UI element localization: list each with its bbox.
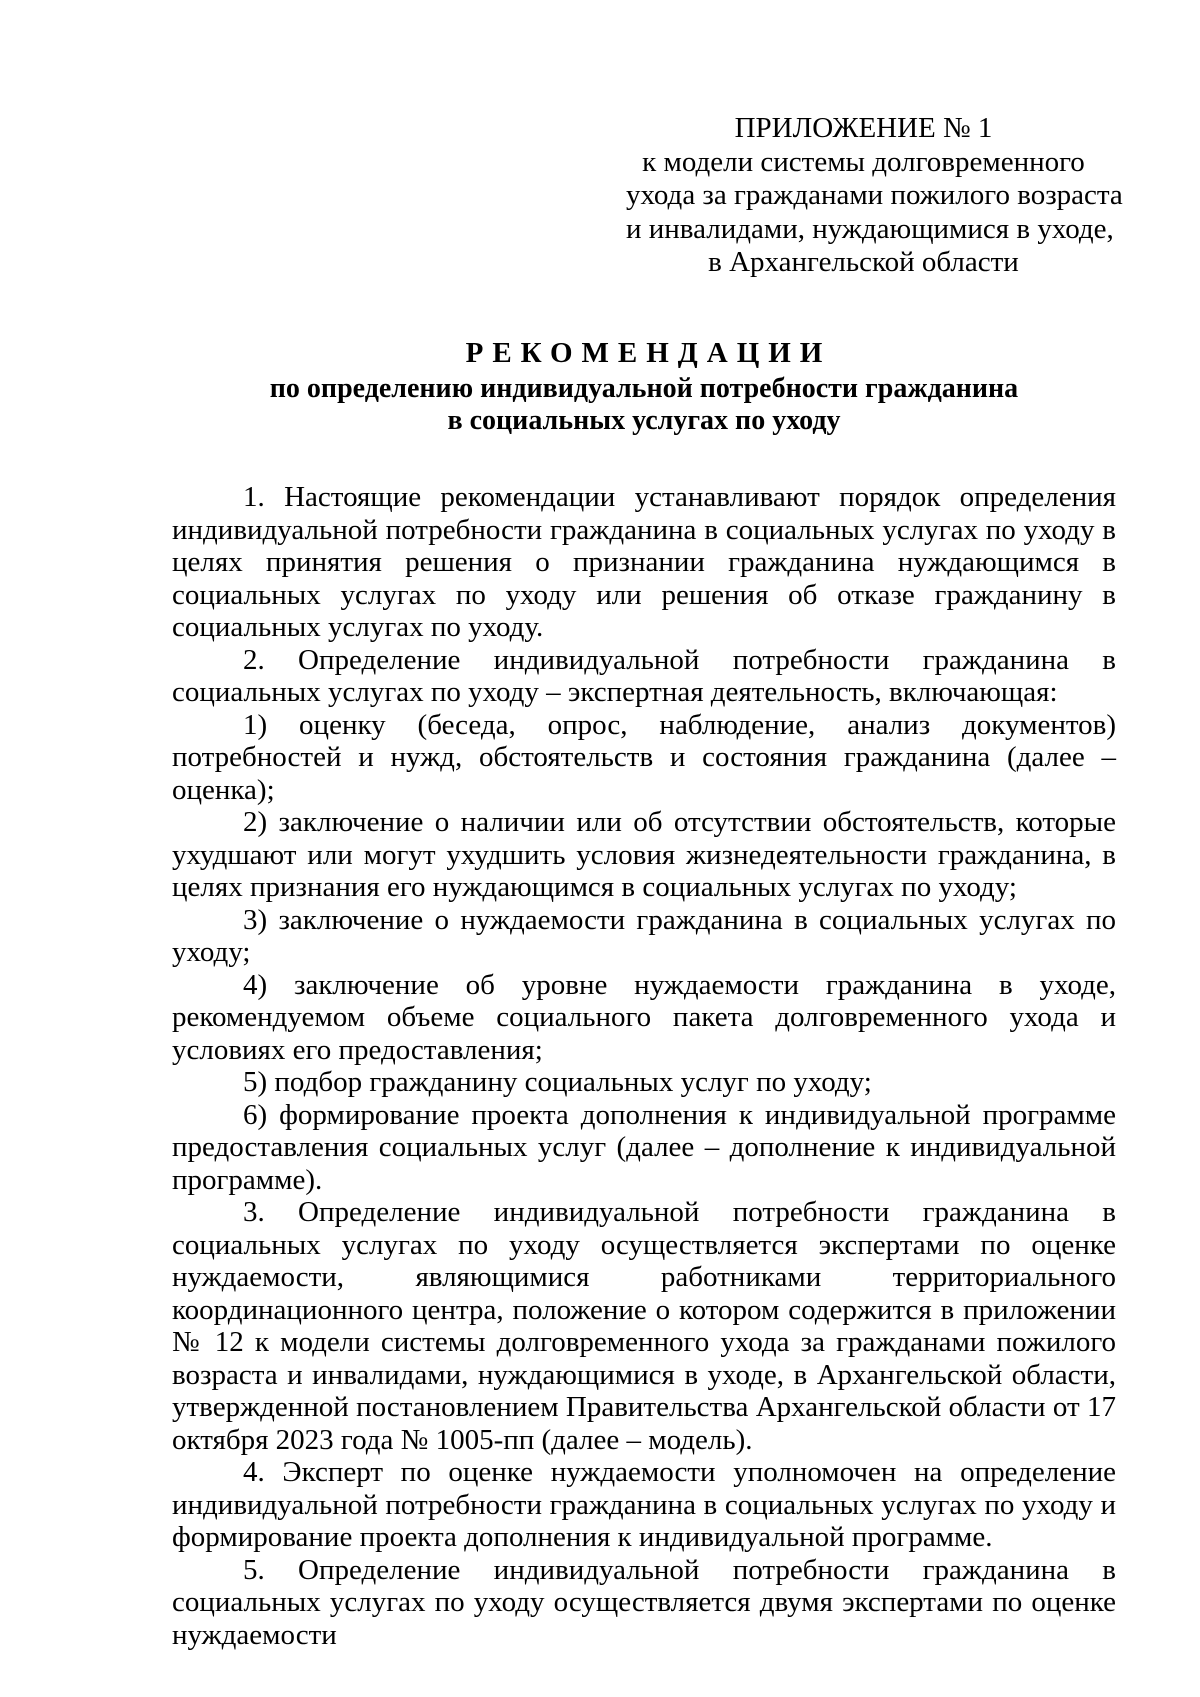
annex-line-1: к модели системы долговременного — [642, 145, 1085, 178]
paragraph-4: 4. Эксперт по оценке нуждаемости уполномочен на определение индивидуальной потребности гражданина в социальных услугах по уходу и формирование проекта дополнения к индивидуальной программе. — [172, 1456, 1116, 1553]
paragraph-2-item-6: 6) формирование проекта дополнения к индивидуальной программе предоставления социальных услуг (далее – дополнение к индивидуальной программе). — [172, 1098, 1116, 1196]
annex-line-2: ухода за гражданами пожилого возраста — [626, 179, 1123, 211]
paragraph-2-item-3: 3) заключение о нуждаемости гражданина в социальных услугах по уходу; — [172, 903, 1116, 968]
paragraph-5: 5. Определение индивидуальной потребности гражданина в социальных услугах по уходу осуществляется двумя экспертами по оценке нуждаемости — [172, 1553, 1116, 1651]
title-subtitle-line-2: в социальных услугах по уходу — [447, 405, 841, 436]
document-title — [172, 333, 1116, 437]
annex-line-4: в Архангельской области — [708, 246, 1019, 278]
title-subtitle-line-1: по определению индивидуальной потребности гражданина — [269, 373, 1019, 404]
paragraph-2-item-4: 4) заключение об уровне нуждаемости гражданина в уходе, рекомендуемом объеме социального пакета долговременного ухода и условиях его предоставления; — [172, 968, 1116, 1066]
annex-heading: ПРИЛОЖЕНИЕ № 1 — [734, 112, 993, 144]
title-main: РЕКОМЕНДАЦИИ — [465, 337, 832, 369]
paragraph-2-item-5: 5) подбор гражданину социальных услуг по уходу; — [243, 1066, 872, 1098]
annex-header — [626, 112, 1123, 280]
paragraph-3: 3. Определение индивидуальной потребности гражданина в социальных услугах по уходу осуществляется экспертами по оценке нуждаемости, являющимися работниками территориального координационного центра, положение о котором содержится в приложении № 12 к модели системы долговременного ухода за гражданами пожилого возраста и инвалидами, нуждающимися в уходе, в Архангельской области, утвержденной постановлением Правительства Архангельской области от 17 октября 2023 года № 1005-пп (далее – модель). — [172, 1196, 1116, 1456]
paragraph-2-item-1: 1) оценку (беседа, опрос, наблюдение, анализ документов) потребностей и нужд, обстоятельств и состояния гражданина (далее – оценка); — [172, 708, 1116, 806]
annex-line-3: и инвалидами, нуждающимися в уходе, — [626, 212, 1114, 245]
paragraph-1: 1. Настоящие рекомендации устанавливают порядок определения индивидуальной потребности гражданина в социальных услугах по уходу в целях принятия решения о признании гражданина нуждающимся в социальных услугах по уходу или решения об отказе гражданину в социальных услугах по уходу. — [172, 481, 1116, 643]
paragraph-2-item-2: 2) заключение о наличии или об отсутствии обстоятельств, которые ухудшают или могут ухудшить условия жизнедеятельности гражданина, в целях признания его нуждающимся в социальных услугах по уходу; — [172, 806, 1116, 903]
paragraph-2: 2. Определение индивидуальной потребности гражданина в социальных услугах по уходу – экспертная деятельность, включающая: — [172, 643, 1116, 708]
document-body — [172, 481, 1116, 1651]
